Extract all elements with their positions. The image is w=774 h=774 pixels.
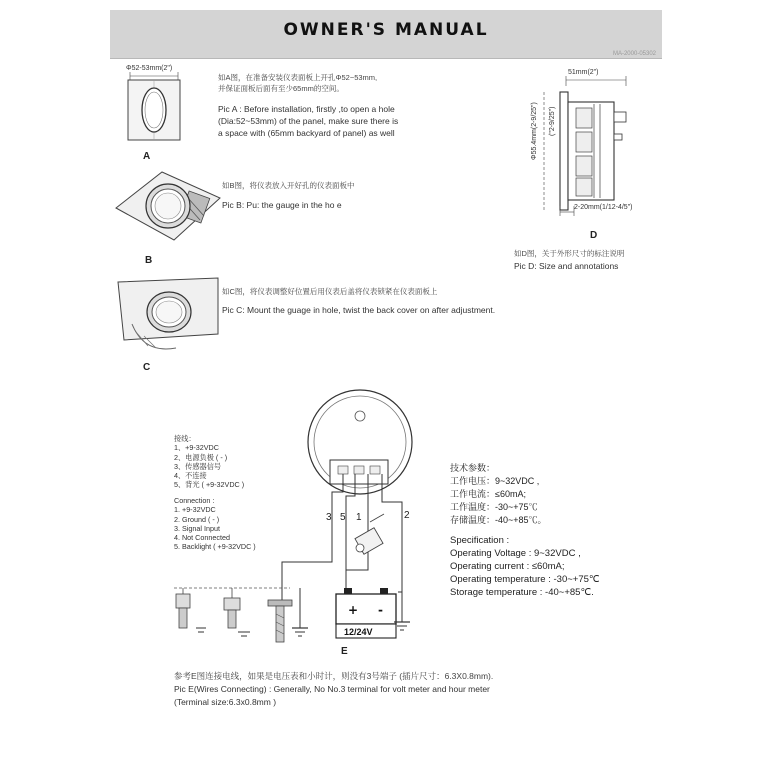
wiring-cn-item: 3、传感器信号	[174, 461, 222, 471]
pic-d-dia-dim: Φ55.4mm(2-9/25")	[531, 102, 538, 160]
pic-d-en: Pic D: Size and annotations	[514, 261, 619, 271]
wiring-cn-item: 2、电源负极 ( - )	[174, 452, 228, 462]
wire-label: 3	[326, 512, 332, 523]
pic-a-label: A	[143, 151, 151, 162]
level-sender-icon	[268, 600, 292, 642]
wiring-en-item: 1. +9-32VDC	[174, 505, 216, 515]
pic-b-en: Pic B: Pu: the gauge in the ho e	[222, 200, 342, 210]
spec-en-line: Operating temperature : -30~+75℃	[450, 574, 600, 585]
pic-a-illustration	[118, 70, 198, 145]
pic-a-en-line3: a space with (65mm backyard of panel) as well	[218, 128, 395, 138]
pic-d-width-dim: 51mm(2")	[568, 69, 599, 76]
wire-label: 2	[404, 510, 410, 521]
page-title: OWNER'S MANUAL	[283, 20, 489, 40]
pic-e-en-line1: Pic E(Wires Connecting) : Generally, No No.3 terminal for volt meter and hour meter	[174, 684, 490, 694]
manual-header	[110, 10, 662, 59]
battery-voltage-label: 12/24V	[344, 627, 373, 637]
pic-c-cn: 如C图，将仪表调整好位置后用仪表后盖将仪表锁紧在仪表面板上	[222, 287, 438, 296]
spec-cn-line: 工作电流：≤60mA;	[450, 489, 526, 499]
spec-en-line: Operating Voltage : 9~32VDC ,	[450, 548, 581, 559]
pic-a-cn-line2: 并保证面板后面有至少65mm的空间。	[218, 84, 344, 93]
pic-e-label: E	[341, 646, 348, 657]
spec-en-line: Operating current : ≤60mA;	[450, 561, 565, 572]
wiring-cn-item: 4、不连接	[174, 471, 207, 481]
spec-en-title: Specification :	[450, 535, 510, 546]
pic-b-label: B	[145, 255, 153, 266]
pic-e-en-line2: (Terminal size:6.3x0.8mm )	[174, 697, 277, 707]
pic-d-cn: 如D图，关于外形尺寸的标注说明	[514, 249, 625, 258]
wire-label: 1	[356, 512, 362, 523]
pic-d-label: D	[590, 230, 598, 241]
pic-d-thread-dim: ("2-9/25")	[549, 106, 556, 136]
battery-plus-sign: +	[348, 603, 359, 617]
sender-1-icon	[176, 588, 190, 628]
pic-a-en-line2: (Dia:52~53mm) of the panel, make sure there is	[218, 116, 399, 126]
wire-label: 5	[340, 512, 346, 523]
pic-b-cn: 如B图，将仪表放入开好孔的仪表面板中	[222, 181, 355, 190]
wiring-en-item: 2. Ground ( - )	[174, 514, 220, 524]
spec-cn-line: 存储温度：-40~+85℃。	[450, 515, 547, 525]
wiring-cn-item: 1、+9-32VDC	[174, 443, 219, 453]
battery-minus-sign: -	[378, 603, 383, 617]
pic-a-cn-line1: 如A图，在准备安装仪表面板上开孔Φ52~53mm,	[218, 73, 378, 82]
spec-cn-line: 工作电压：9~32VDC ,	[450, 476, 540, 486]
pic-c-en: Pic C: Mount the guage in hole, twist the back cover on after adjustment.	[222, 305, 496, 315]
pic-a-en-line1: Pic A : Before installation, firstly ,to open a hole	[218, 104, 395, 114]
wiring-en-item: 4. Not Connected	[174, 533, 230, 543]
wiring-en-item: 3. Signal Input	[174, 523, 220, 533]
pic-e-cn: 参考E图连接电线，如果是电压表和小时计，则没有3号端子 (插片尺寸：6.3X0.8mm).	[174, 671, 494, 681]
spec-en-line: Storage temperature : -40~+85℃.	[450, 587, 594, 598]
wiring-diagram	[170, 392, 440, 652]
pic-c-illustration	[114, 274, 224, 356]
spec-cn-title: 技术参数：	[450, 463, 496, 473]
wiring-cn-item: 5、背光 ( +9-32VDC )	[174, 480, 245, 490]
wiring-en-item: 5. Backlight ( +9-32VDC )	[174, 542, 256, 552]
wiring-en-title: Connection :	[174, 496, 215, 505]
document-code: MA-2000-05302	[612, 51, 656, 57]
pic-b-illustration	[112, 168, 227, 250]
pic-c-label: C	[143, 362, 151, 373]
wiring-cn-title: 接线：	[174, 434, 196, 443]
sender-2-icon	[224, 588, 240, 628]
pic-a-dimension: Φ52-53mm(2")	[126, 65, 173, 72]
pic-d-panel-dim: 2-20mm(1/12-4/5")	[574, 204, 633, 211]
spec-cn-line: 工作温度：-30~+75℃	[450, 502, 538, 512]
